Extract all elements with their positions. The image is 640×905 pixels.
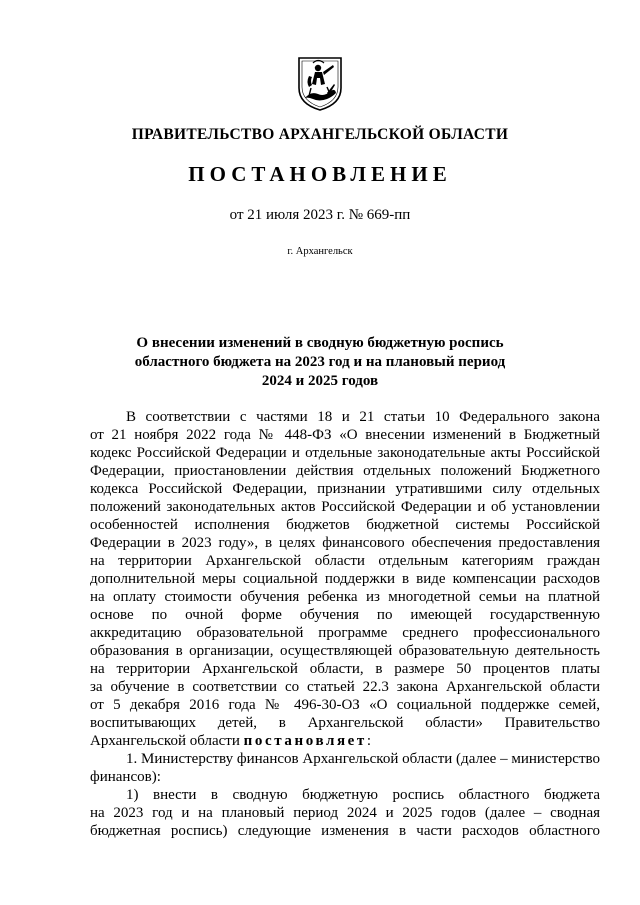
government-name: ПРАВИТЕЛЬСТВО АРХАНГЕЛЬСКОЙ ОБЛАСТИ xyxy=(131,126,509,143)
heading-line: О внесении изменений в сводную бюджетную роспись xyxy=(136,335,504,351)
body-final-prefix: Архангельской области xyxy=(90,733,244,749)
heading-line: 2024 и 2025 годов xyxy=(261,373,379,389)
document-heading xyxy=(100,334,540,391)
document-date-number: от 21 июля 2023 г. № 669-пп xyxy=(229,207,411,223)
document-body xyxy=(90,408,600,840)
subitem-1-line: на 2023 год и на плановый период 2024 и 2025 годов (далее – сводная xyxy=(90,805,600,821)
body-line: от 21 ноября 2022 года № 448-ФЗ «О внесении изменений в Бюджетный xyxy=(90,427,600,443)
item-1-line: 1. Министерству финансов Архангельской области (далее – министерство xyxy=(126,751,600,767)
body-line: за обучение в соответствии со статьей 22.3 закона Архангельской области xyxy=(90,679,600,695)
body-line: образования в организации, осуществляющей образовательную деятельность xyxy=(90,643,600,659)
body-line: кодекс Российской Федерации и отдельные законодательные акты Российской xyxy=(90,445,600,461)
coat-of-arms-icon xyxy=(297,54,343,112)
subitem-1-line: бюджетная роспись) следующие изменения в части расходов областного xyxy=(90,823,600,839)
body-line: на территории Архангельской области отдельным категориям граждан xyxy=(90,553,600,569)
resolve-keyword: постановляет xyxy=(243,733,367,749)
body-line: особенностей исполнения бюджетов бюджетной системы Российской xyxy=(90,517,600,533)
body-line: на оплату стоимости обучения ребенка из многодетной семьи на платной xyxy=(90,589,600,605)
document-type: ПОСТАНОВЛЕНИЕ xyxy=(188,162,452,186)
body-line: Федерации, приостановлении действия отдельных положений Бюджетного xyxy=(90,463,600,479)
body-line: В соответствии с частями 18 и 21 статьи 10 Федерального закона xyxy=(126,409,600,425)
body-line: воспитывающих детей, в Архангельской области» Правительство xyxy=(90,715,600,731)
body-line: кодекса Российской Федерации, признании утратившими силу отдельных xyxy=(90,481,600,497)
subitem-1-line: 1) внести в сводную бюджетную роспись областного бюджета xyxy=(126,787,600,803)
body-line: аккредитацию образовательной программе среднего профессионального xyxy=(90,625,600,641)
body-line: основе по очной форме обучения по имеющей государственную xyxy=(90,607,600,623)
body-line: от 5 декабря 2016 года № 496-30-ОЗ «О социальной поддержке семей, xyxy=(90,697,600,713)
body-final-line xyxy=(90,732,600,750)
heading-line: областного бюджета на 2023 год и на плановый период xyxy=(134,354,506,370)
body-line: на территории Архангельской области, в размере 50 процентов платы xyxy=(90,661,600,677)
body-final-suffix: : xyxy=(366,733,372,749)
body-line: Федерации в 2023 году», в целях финансового обеспечения предоставления xyxy=(90,535,600,551)
document-city: г. Архангельск xyxy=(287,246,353,257)
body-line: положений законодательных актов Российской Федерации и об установлении xyxy=(90,499,600,515)
item-1-line: финансов): xyxy=(90,769,161,785)
body-line: дополнительной меры социальной поддержки в виде компенсации расходов xyxy=(90,571,600,587)
